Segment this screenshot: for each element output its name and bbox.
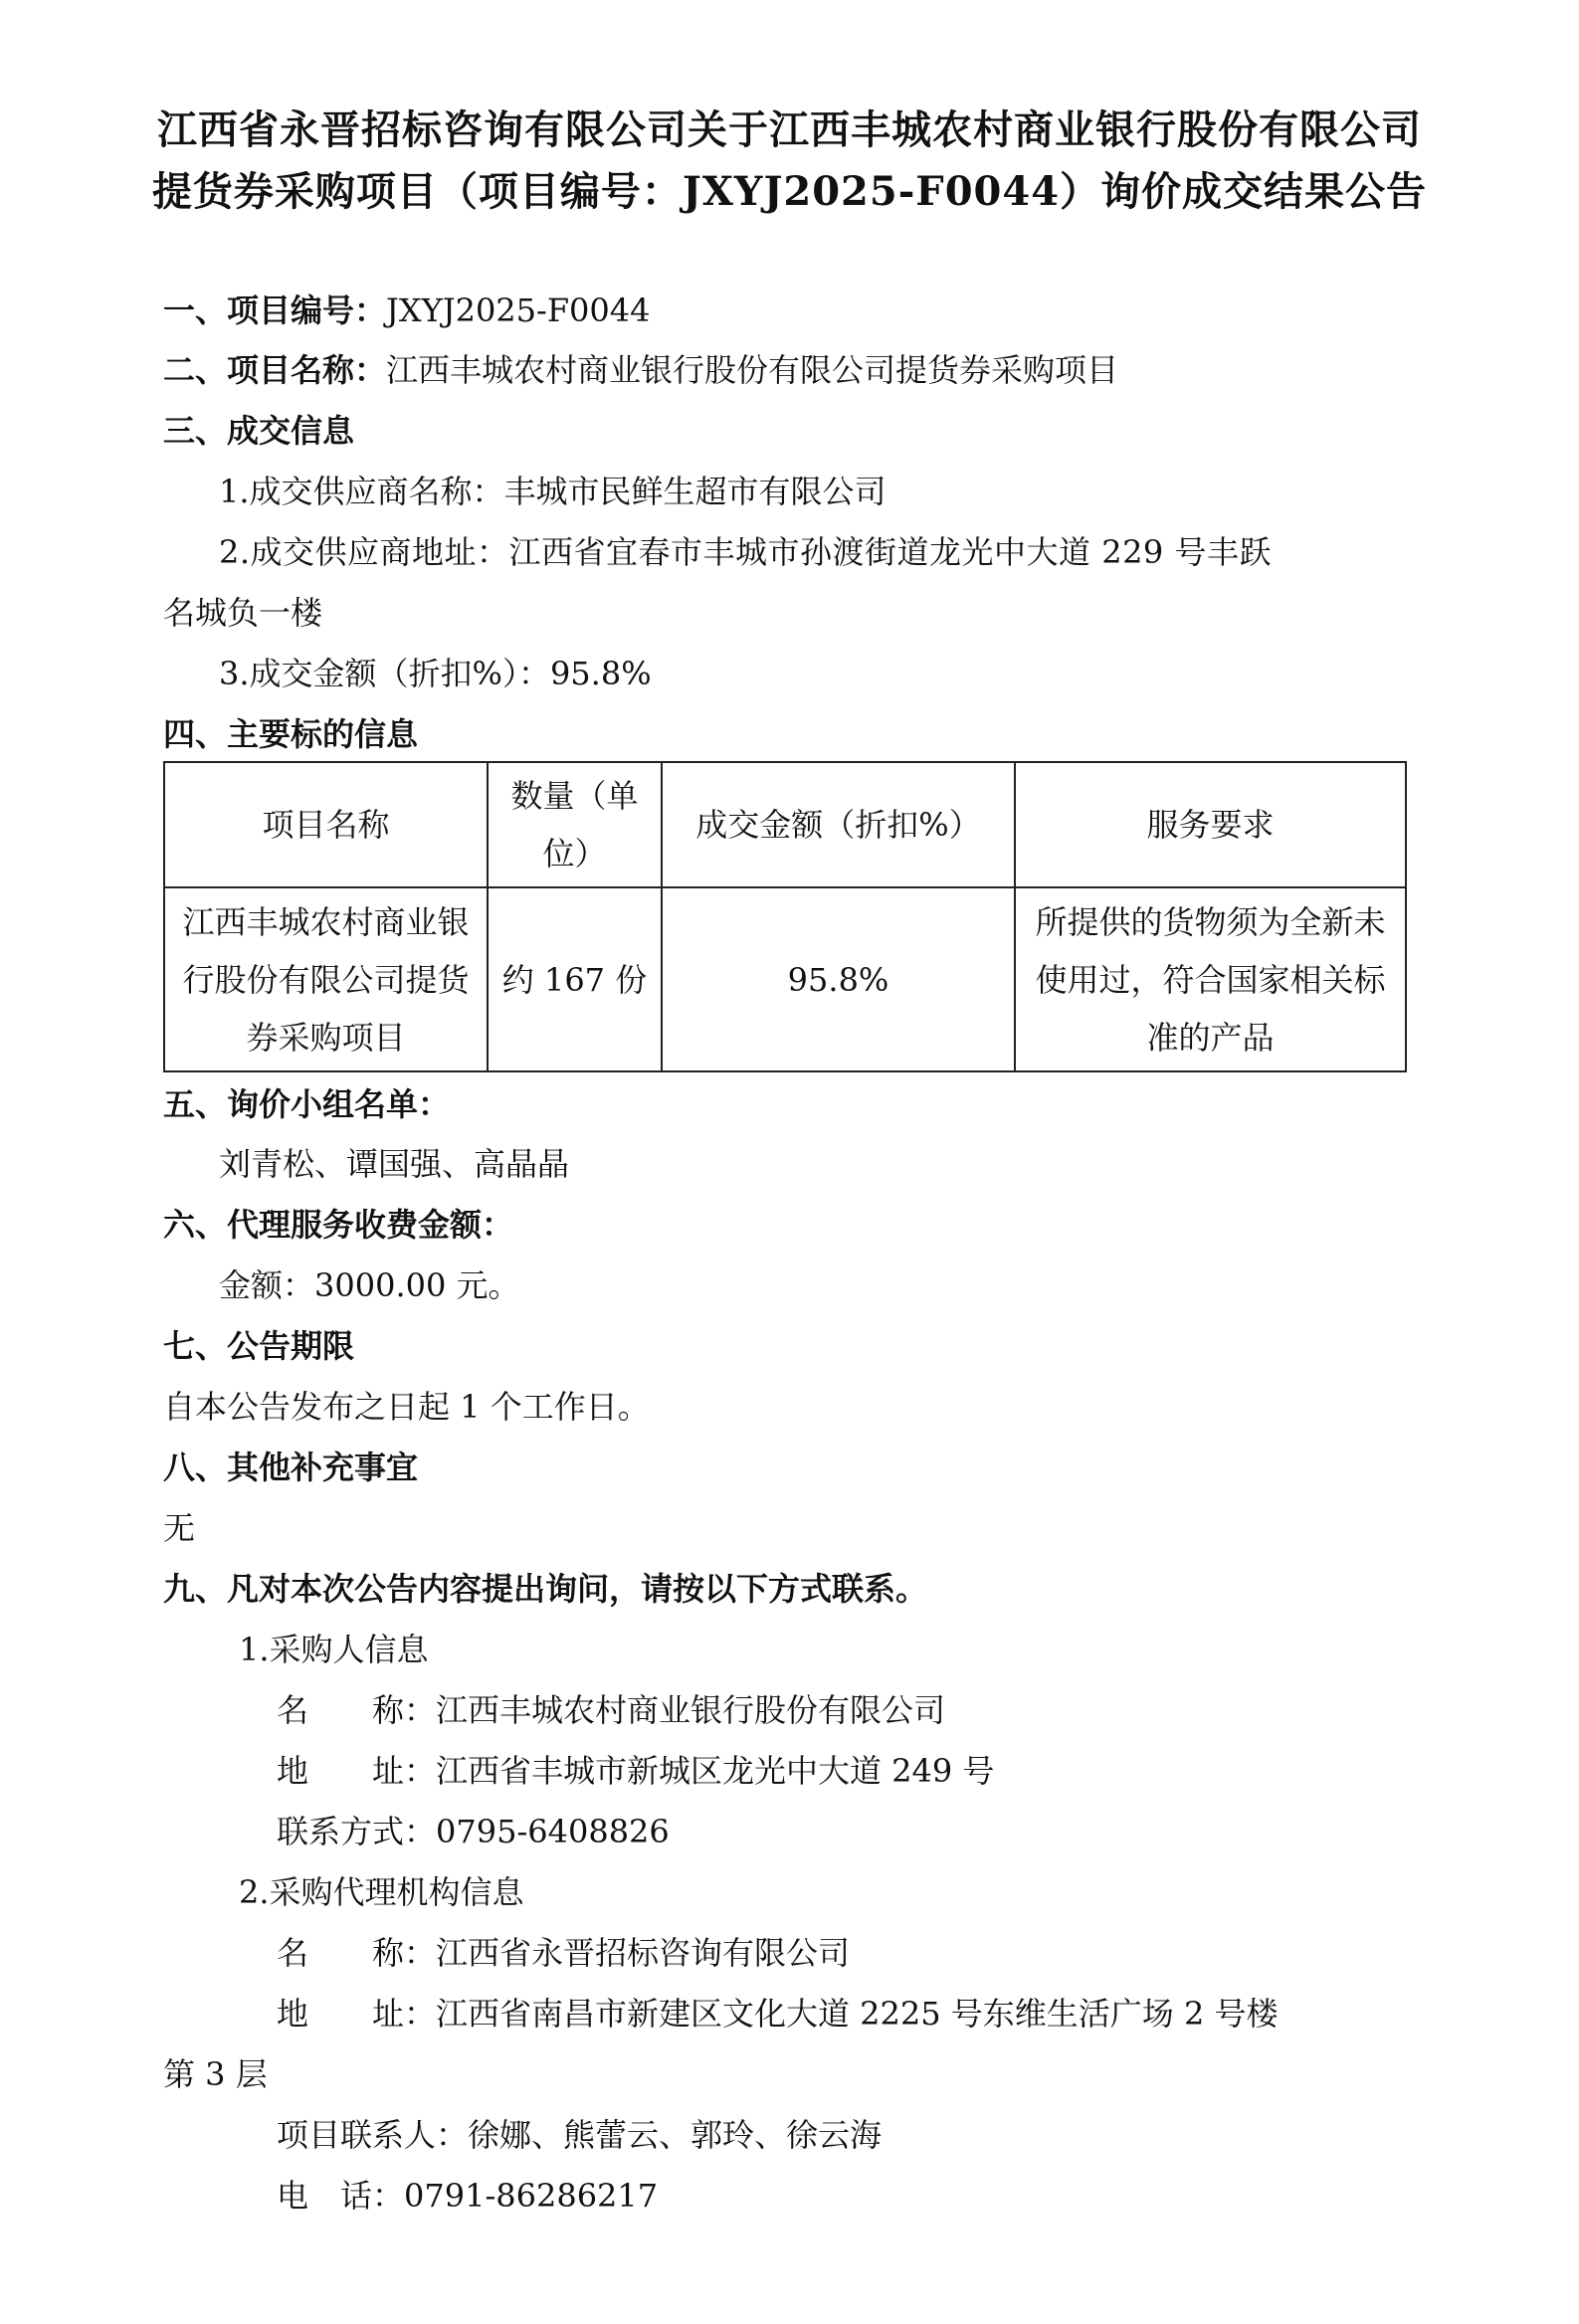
purchaser-name: 名 称：江西丰城农村商业银行股份有限公司 bbox=[277, 1691, 946, 1729]
table-header-row bbox=[164, 762, 1406, 887]
project-number-value: JXYJ2025-F0044 bbox=[386, 291, 651, 329]
section-heading: 二、项目名称： bbox=[163, 351, 387, 389]
committee-members: 刘青松、谭国强、高晶晶 bbox=[219, 1145, 570, 1183]
section-heading: 一、项目编号： bbox=[163, 291, 387, 329]
other-matters: 无 bbox=[163, 1509, 196, 1547]
cell-amount: 95.8% bbox=[662, 887, 1015, 1071]
table-row bbox=[164, 887, 1406, 1071]
deal-amount: 3.成交金额（折扣%）：95.8% bbox=[219, 655, 652, 692]
section-heading: 三、成交信息 bbox=[163, 412, 355, 450]
section-heading: 四、主要标的信息 bbox=[163, 715, 419, 753]
agency-address-continued: 第 3 层 bbox=[163, 2055, 268, 2093]
cell-quantity: 约 167 份 bbox=[488, 887, 662, 1071]
section-heading: 九、凡对本次公告内容提出询问，请按以下方式联系。 bbox=[163, 1570, 928, 1608]
section-heading: 六、代理服务收费金额： bbox=[163, 1206, 514, 1244]
section-project-number bbox=[163, 290, 650, 330]
agency-heading: 2.采购代理机构信息 bbox=[239, 1873, 524, 1911]
document-title: 江西省永晋招标咨询有限公司关于江西丰城农村商业银行股份有限公司提货券采购项目（项目编号：JXYJ2025-F0044）询价成交结果公告 bbox=[151, 106, 1428, 215]
agency-name: 名 称：江西省永晋招标咨询有限公司 bbox=[277, 1934, 851, 1972]
service-fee: 金额：3000.00 元。 bbox=[219, 1266, 520, 1304]
cell-project-name: 江西丰城农村商业银行股份有限公司提货券采购项目 bbox=[164, 887, 488, 1071]
section-project-name bbox=[163, 350, 1118, 390]
section-heading: 五、询价小组名单： bbox=[163, 1085, 451, 1123]
header-quantity: 数量（单位） bbox=[488, 762, 662, 887]
supplier-address-continued: 名城负一楼 bbox=[163, 594, 323, 632]
agency-phone: 电 话：0791-86286217 bbox=[277, 2177, 659, 2215]
notice-period: 自本公告发布之日起 1 个工作日。 bbox=[163, 1388, 650, 1426]
cell-requirement: 所提供的货物须为全新未使用过，符合国家相关标准的产品 bbox=[1015, 887, 1406, 1071]
project-name-value: 江西丰城农村商业银行股份有限公司提货券采购项目 bbox=[386, 351, 1119, 389]
purchaser-address: 地 址：江西省丰城市新城区龙光中大道 249 号 bbox=[277, 1752, 995, 1790]
supplier-address: 2.成交供应商地址：江西省宜春市丰城市孙渡街道龙光中大道 229 号丰跃 bbox=[219, 533, 1272, 571]
section-heading: 八、其他补充事宜 bbox=[163, 1449, 419, 1486]
purchaser-contact: 联系方式：0795-6408826 bbox=[277, 1813, 670, 1850]
agency-contacts: 项目联系人：徐娜、熊蕾云、郭玲、徐云海 bbox=[277, 2116, 883, 2154]
supplier-name: 1.成交供应商名称：丰城市民鲜生超市有限公司 bbox=[219, 473, 887, 510]
section-heading: 七、公告期限 bbox=[163, 1327, 355, 1365]
items-table bbox=[163, 761, 1407, 1072]
header-amount: 成交金额（折扣%） bbox=[662, 762, 1015, 887]
header-project-name: 项目名称 bbox=[164, 762, 488, 887]
purchaser-heading: 1.采购人信息 bbox=[239, 1631, 429, 1668]
agency-address: 地 址：江西省南昌市新建区文化大道 2225 号东维生活广场 2 号楼 bbox=[277, 1995, 1279, 2033]
header-requirement: 服务要求 bbox=[1015, 762, 1406, 887]
